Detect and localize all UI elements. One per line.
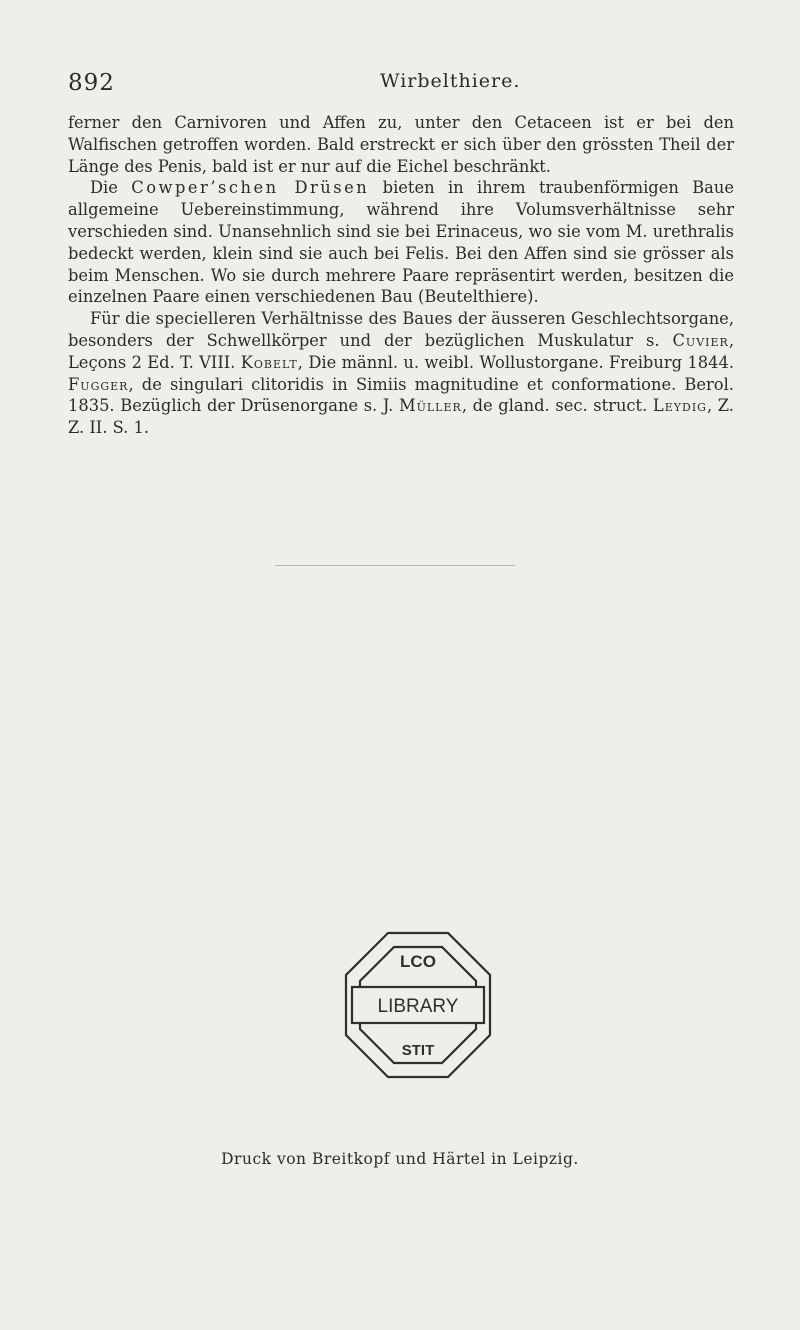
author-leydig: Leydig	[652, 396, 707, 416]
library-stamp	[338, 925, 498, 1085]
paragraph-3-text-d: , de singulari clitoridis in Simiis magnitudine et conformatione. Berol. 1835. Bezüglich der Drüsenorgane s. J.	[68, 374, 734, 416]
faint-rule	[275, 565, 515, 566]
paragraph-3-text-c: , Die männl. u. weibl. Wollustorgane. Freiburg 1844.	[297, 352, 735, 372]
author-cuvier: Cuvier	[672, 330, 729, 350]
printer-imprint: Druck von Breitkopf und Härtel in Leipzig.	[221, 1150, 579, 1168]
stamp-top-text: LCO	[400, 952, 436, 971]
stamp-bottom-text: STIT	[401, 1042, 435, 1059]
cowper-glands-term: Cowper’schen Drüsen	[131, 178, 370, 198]
paragraph-2-text: bieten in ihrem traubenförmigen Baue allgemeine Uebereinstimmung, während ihre Volumsverhältnisse sehr verschieden sind. Unansehnlich sind sie bei Erinaceus, wo sie vom M. urethralis bedeckt werden, klein sind sie auch bei Felis. Bei den Affen sind sie grösser als beim Menschen. Wo sie durch mehrere Paare repräsentirt werden, besitzen die einzelnen Paare einen verschiedenen Bau (Beutelthiere).	[68, 178, 734, 307]
paragraph-3	[68, 308, 734, 439]
body-text	[68, 112, 734, 439]
stamp-label-text: LIBRARY	[377, 996, 459, 1017]
paragraph-2	[68, 177, 734, 308]
paragraph-3-text-a: Für die specielleren Verhältnisse des Baues der äusseren Geschlechtsorgane, besonders der Schwellkörper und der bezüglichen Muskulatur s.	[68, 309, 734, 350]
paragraph-3-text-e: , de gland. sec. struct.	[461, 396, 653, 416]
running-head: Wirbelthiere.	[380, 70, 521, 92]
page-number: 892	[68, 70, 115, 96]
author-fugger: Fugger	[68, 374, 129, 394]
paragraph-3-text-f: , Z. Z. II. S. 1.	[68, 396, 734, 438]
author-kobelt: Kobelt	[240, 352, 298, 372]
author-mueller: Müller	[398, 396, 462, 416]
paragraph-1: ferner den Carnivoren und Affen zu, unter den Cetaceen ist er bei den Walfischen getroffen worden. Bald erstreckt er sich über den grössten Theil der Länge des Penis, bald ist er nur auf die Eichel beschränkt.	[68, 113, 734, 176]
paragraph-3-text-b: , Leçons 2 Ed. T. VIII.	[68, 330, 734, 372]
paragraph-2-lead: Die	[90, 178, 132, 198]
